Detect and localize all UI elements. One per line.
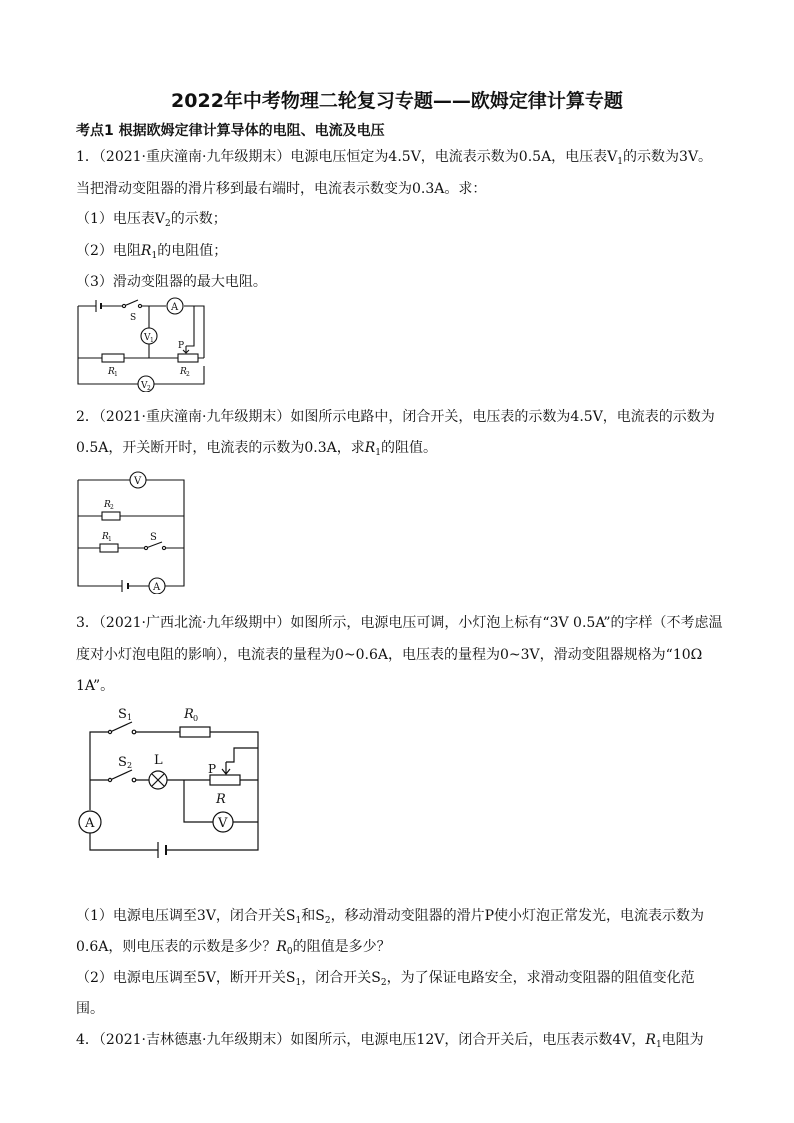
q1-part1: （1）电压表$V_2$的示数； <box>76 211 227 229</box>
q3-part2-line1: （2）电源电压调至5V，断开开关$S_1$，闭合开关$S_2$，为了保证电路安全，求滑动变阻器的阻值变化范 <box>76 970 695 988</box>
svg-text:1: 1 <box>127 713 133 722</box>
q3-line2: 度对小灯泡电阻的影响），电流表的量程为0~0.6A，电压表的量程为0~3V，滑动变阻器规格为“10Ω <box>76 647 703 663</box>
svg-text:A: A <box>153 582 161 593</box>
svg-text:1: 1 <box>150 337 154 344</box>
svg-text:R: R <box>216 792 226 807</box>
q1-line1: 1．（2021·重庆潼南·九年级期末）电源电压恒定为4.5V，电流表示数为0.5A，电压表$V_1$的示数为3V。 <box>76 149 713 167</box>
svg-text:2: 2 <box>147 385 151 392</box>
svg-text:V: V <box>144 333 151 343</box>
q3-part2-line2: 围。 <box>76 1001 104 1017</box>
voltmeter-v1-icon <box>141 328 157 344</box>
svg-text:S: S <box>150 532 157 543</box>
ammeter-icon <box>167 298 183 314</box>
q3-line1: 3．（2021·广西北流·九年级期中）如图所示，电源电压可调，小灯泡上标有“3V 0.5A”的字样（不考虑温 <box>76 615 723 631</box>
svg-text:V: V <box>134 476 142 487</box>
svg-text:A: A <box>85 816 95 831</box>
svg-text:R: R <box>108 367 115 377</box>
rheostat-icon <box>210 775 240 785</box>
q1-circuit-diagram <box>74 296 214 392</box>
ammeter-icon <box>79 811 101 833</box>
svg-text:S: S <box>130 313 137 323</box>
svg-text:A: A <box>171 302 179 313</box>
resistor-r0-icon <box>180 727 210 737</box>
svg-text:R: R <box>180 367 187 377</box>
voltmeter-icon <box>130 472 146 488</box>
voltmeter-icon <box>213 812 233 832</box>
svg-text:R: R <box>104 500 111 510</box>
q1-part2: （2）电阻$R_1$的电阻值； <box>76 243 228 261</box>
q2-line2: 0.5A，开关断开时，电流表的示数为0.3A，求$R_1$的阻值。 <box>76 440 438 458</box>
svg-text:1: 1 <box>114 371 118 378</box>
q3-line3: 1A”。 <box>76 678 115 694</box>
svg-text:P: P <box>208 762 217 776</box>
page-title: 2022年中考物理二轮复习专题——欧姆定律计算专题 <box>171 90 623 112</box>
ammeter-icon <box>149 578 165 594</box>
q3-part1-line2: 0.6A，则电压表的示数是多少？$R_0$的阻值是多少？ <box>76 939 391 957</box>
resistor-r2-icon <box>102 512 120 520</box>
svg-text:R: R <box>102 532 109 542</box>
resistor-r1-icon <box>100 544 118 552</box>
svg-text:2: 2 <box>186 371 190 378</box>
svg-text:P: P <box>178 341 185 351</box>
svg-text:L: L <box>154 753 163 768</box>
svg-text:V: V <box>218 816 228 831</box>
resistor-r1-icon <box>102 354 124 362</box>
svg-text:S: S <box>118 707 127 722</box>
svg-text:S: S <box>118 755 127 770</box>
battery-icon <box>158 842 166 858</box>
q3-circuit-diagram <box>74 700 270 860</box>
battery-icon <box>122 580 128 592</box>
svg-text:R: R <box>184 707 194 722</box>
q4-line1: 4．（2021·吉林德惠·九年级期末）如图所示，电源电压12V，闭合开关后，电压表示数4V，$R_1$电阻为 <box>76 1032 704 1050</box>
section-heading: 考点1 根据欧姆定律计算导体的电阻、电流及电压 <box>76 123 385 139</box>
q2-line1: 2．（2021·重庆潼南·九年级期末）如图所示电路中，闭合开关，电压表的示数为4.5V，电流表的示数为 <box>76 409 715 425</box>
q3-part1-line1: （1）电源电压调至3V，闭合开关$S_1$和$S_2$，移动滑动变阻器的滑片P使小灯泡正常发光，电流表示数为 <box>76 908 704 926</box>
q1-line2: 当把滑动变阻器的滑片移到最右端时，电流表示数变为0.3A。求： <box>76 181 487 197</box>
q1-part3: （3）滑动变阻器的最大电阻。 <box>76 274 267 290</box>
svg-text:2: 2 <box>110 504 114 511</box>
battery-icon <box>96 300 101 312</box>
rheostat-r2-icon <box>178 354 198 362</box>
lamp-icon <box>149 771 167 789</box>
svg-text:2: 2 <box>127 761 133 770</box>
svg-text:1: 1 <box>108 536 112 543</box>
voltmeter-v2-icon <box>138 376 154 392</box>
svg-text:V: V <box>141 381 148 391</box>
q2-circuit-diagram <box>76 470 188 594</box>
svg-text:0: 0 <box>193 714 199 723</box>
